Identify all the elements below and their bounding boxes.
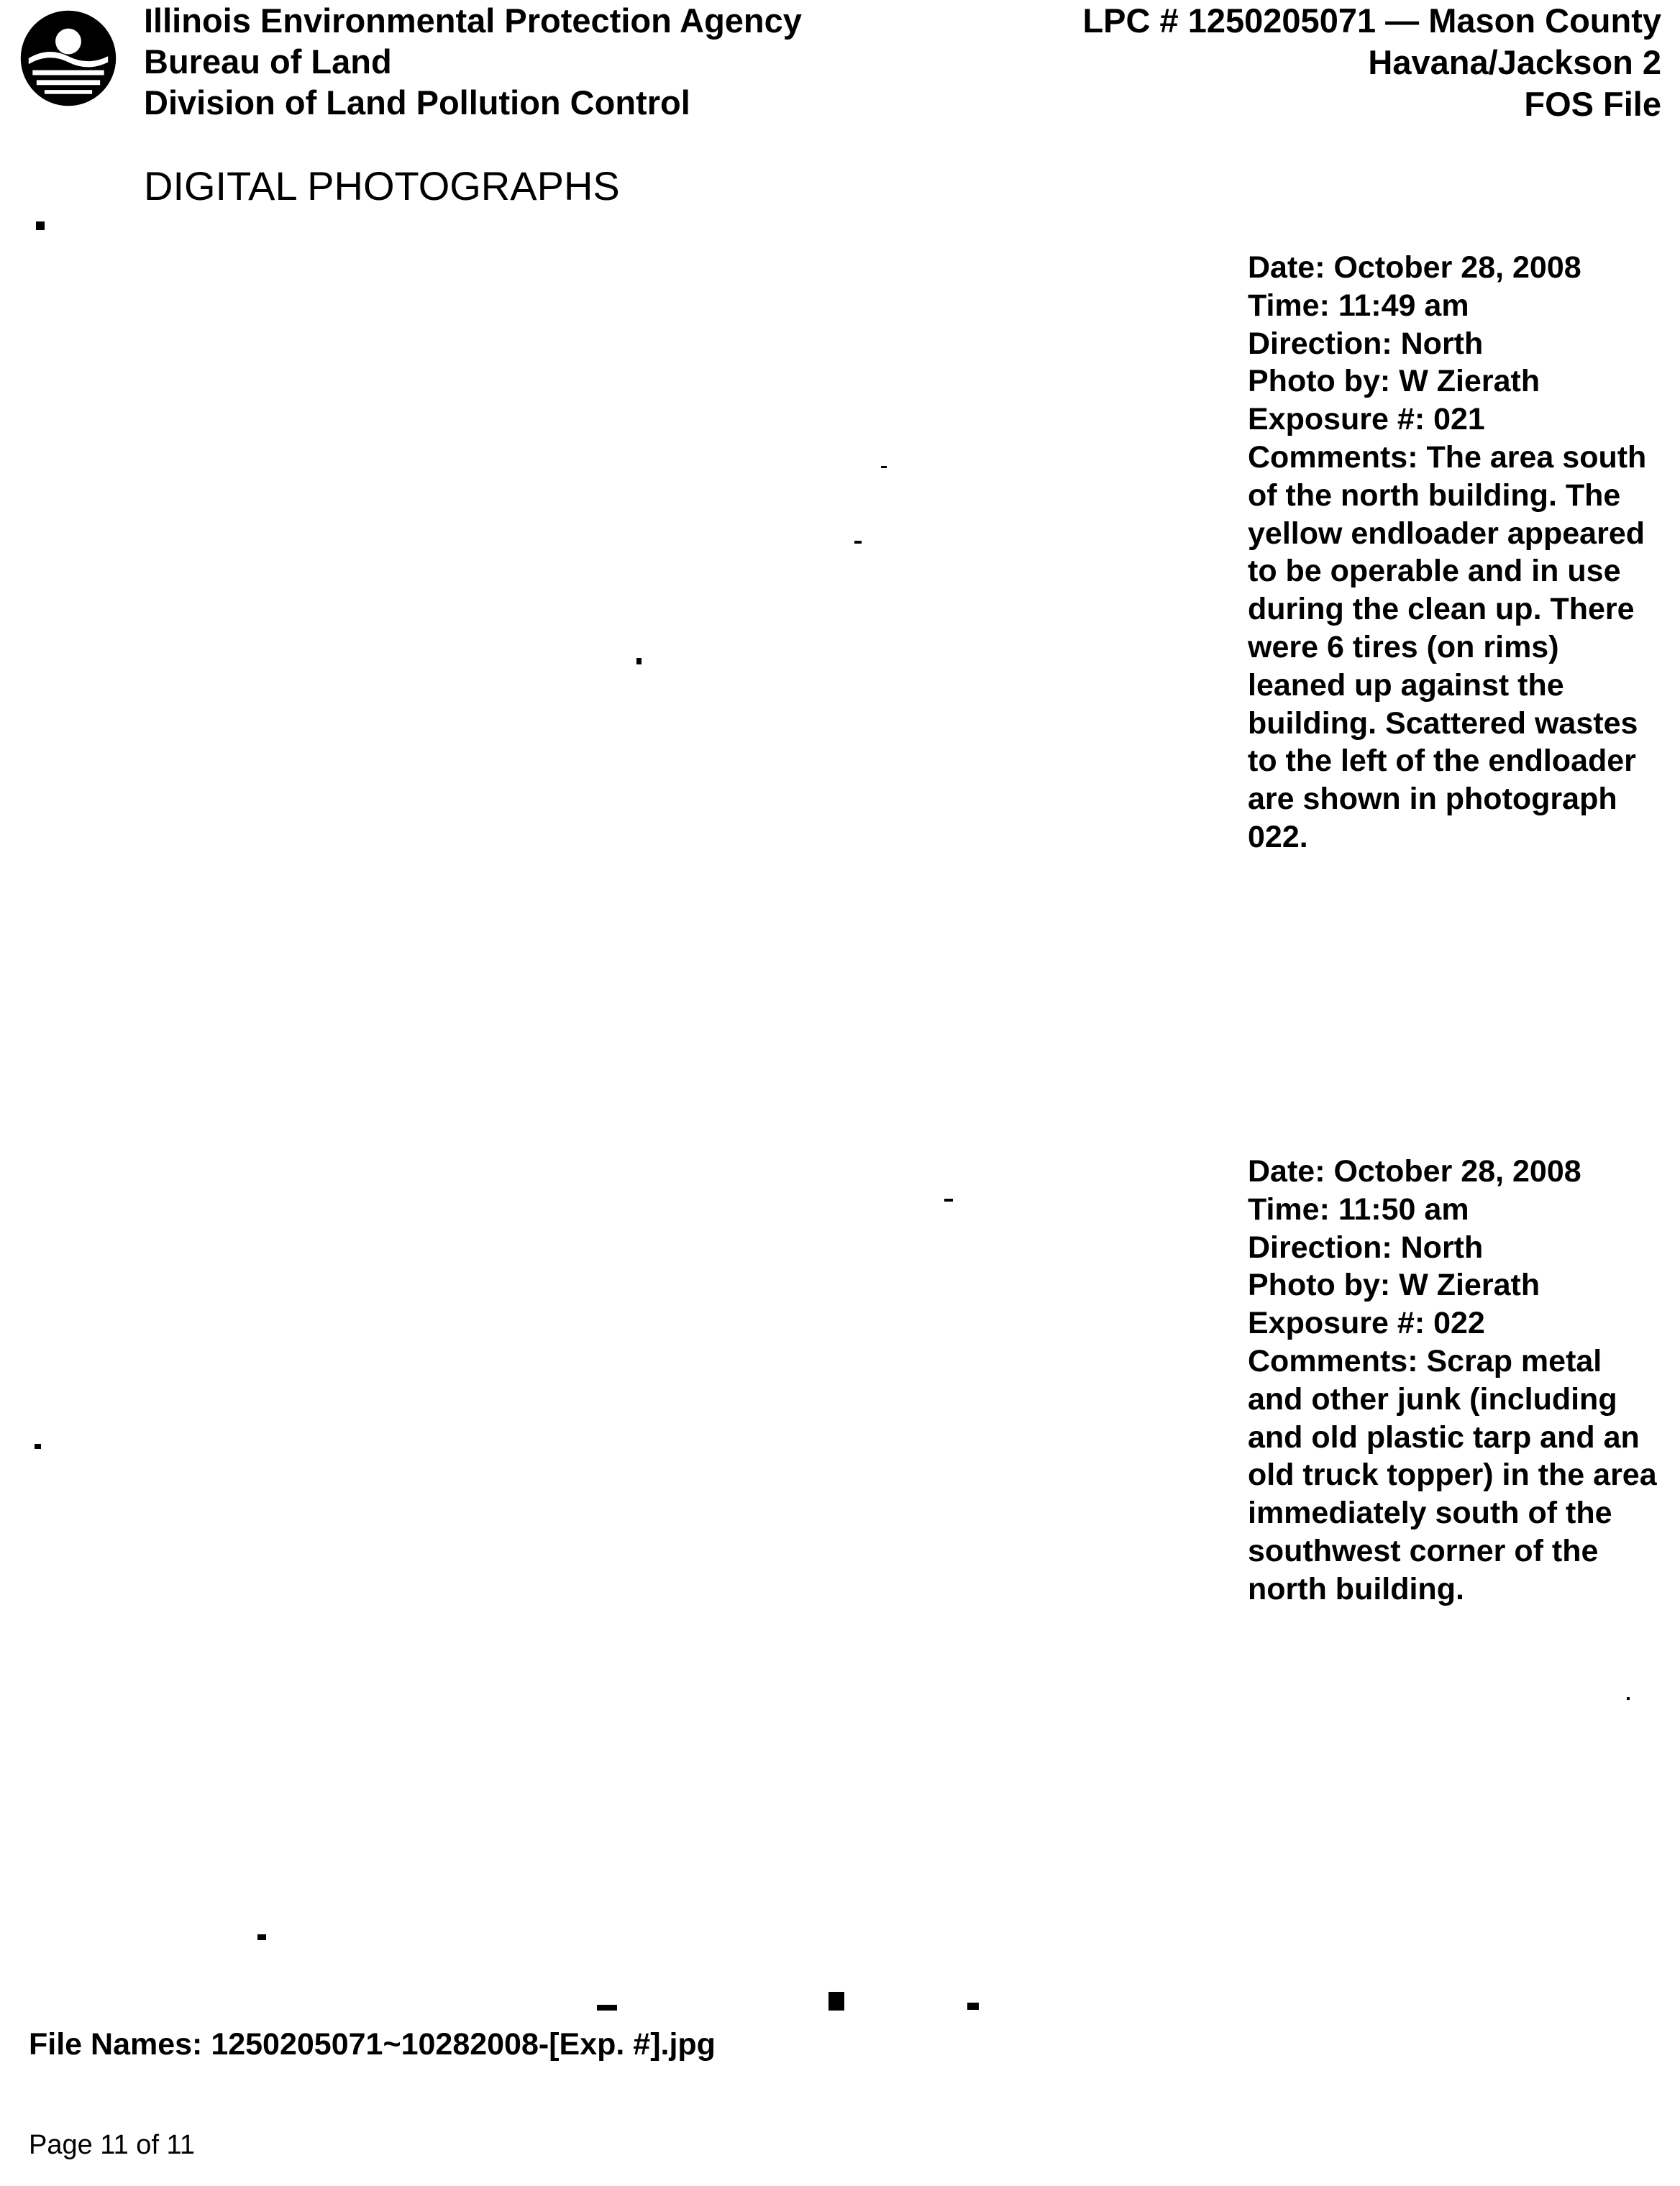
caption-direction: Direction: North [1248,1230,1484,1265]
illinois-epa-logo-icon [19,9,118,108]
caption-date: Date: October 28, 2008 [1248,1154,1581,1189]
photo-021-area [29,237,1208,1064]
file-names-note: File Names: 1250205071~10282008-[Exp. #].jpg [29,2027,716,2062]
caption-time: Time: 11:50 am [1248,1192,1469,1227]
photo-caption-021 [1248,249,1665,856]
caption-photographer: Photo by: W Zierath [1248,1268,1540,1303]
caption-time: Time: 11:49 am [1248,288,1469,323]
caption-comments: Comments: The area south of the north building. The yellow endloader appeared to be operable and in use during the clean up. There were 6 tires (on rims) leaned up against the building. Scattered wastes to the left of the endloader are shown in photograph 022. [1248,439,1647,854]
file-info-block [1082,0,1661,125]
caption-comments: Comments: Scrap metal and other junk (including and old plastic tarp and an old truck topper) in the area immediately south of the southwest corner of the north building. [1248,1343,1657,1606]
caption-date: Date: October 28, 2008 [1248,250,1581,285]
caption-direction: Direction: North [1248,326,1484,361]
agency-name: Illinois Environmental Protection Agency [144,1,802,40]
site-name: Havana/Jackson 2 [1368,43,1661,81]
scan-speck [597,2005,617,2011]
photo-022-area [29,1143,1208,1970]
page-number: Page 11 of 11 [29,2130,196,2160]
division-name: Division of Land Pollution Control [144,83,690,122]
file-type: FOS File [1524,85,1661,123]
scan-speck [881,466,887,468]
scan-speck [828,1992,844,2011]
scan-speck [257,1934,266,1940]
bureau-name: Bureau of Land [144,42,392,81]
page-title: DIGITAL PHOTOGRAPHS [144,163,620,209]
caption-exposure: Exposure #: 022 [1248,1306,1485,1341]
scan-speck [1627,1697,1630,1700]
agency-block [144,0,802,123]
scan-speck [636,658,642,664]
scan-speck [854,541,862,544]
caption-exposure: Exposure #: 021 [1248,402,1485,437]
bullet-mark [36,221,45,230]
scan-speck [967,2003,979,2010]
caption-photographer: Photo by: W Zierath [1248,364,1540,399]
scan-speck [944,1199,953,1202]
scan-speck [35,1444,41,1449]
lpc-number: LPC # 1250205071 — Mason County [1082,1,1661,40]
photo-caption-022 [1248,1153,1665,1609]
